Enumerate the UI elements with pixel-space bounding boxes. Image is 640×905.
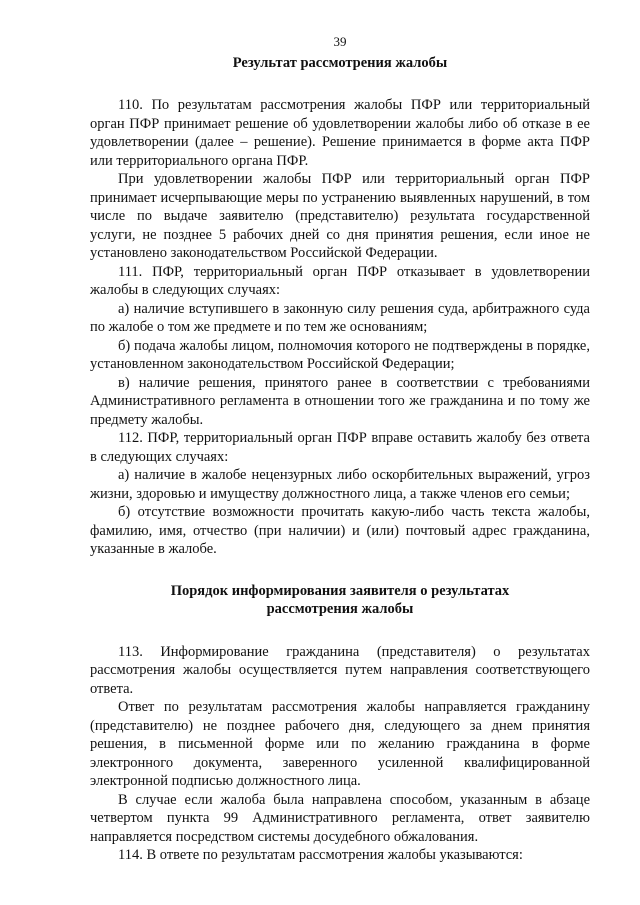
paragraph-112-b: б) отсутствие возможности прочитать какую-либо часть текста жалобы, фамилию, имя, отчество (при наличии) и (или) почтовый адрес гражданина, указанные в жалобе. bbox=[90, 504, 590, 557]
section-title-complaint-result: Результат рассмотрения жалобы bbox=[232, 55, 448, 71]
section-complaint-result bbox=[90, 96, 590, 559]
paragraph-satisfaction: При удовлетворении жалобы ПФР или территориальный орган ПФР принимает исчерпывающие меры по устранению выявленных нарушений, в том числе по выдаче заявителю (представителю) результата государственной услуги, не позднее 5 рабочих дней со дня принятия решения, если иное не установлено законодательством Российской Федерации. bbox=[90, 171, 590, 261]
paragraph-111: 111. ПФР, территориальный орган ПФР отказывает в удовлетворении жалобы в следующих случаях: bbox=[90, 263, 590, 298]
paragraph-111-b: б) подача жалобы лицом, полномочия которого не подтверждены в порядке, установленном законодательством Российской Федерации; bbox=[90, 337, 590, 372]
paragraph-113: 113. Информирование гражданина (представителя) о результатах рассмотрения жалобы осуществляется путем направления соответствующего ответа. bbox=[90, 643, 590, 697]
paragraph-111-a: а) наличие вступившего в законную силу решения суда, арбитражного суда по жалобе о том же предмете и по тем же основаниям; bbox=[90, 300, 590, 335]
page-number: 39 bbox=[333, 34, 347, 49]
paragraph-112-a: а) наличие в жалобе нецензурных либо оскорбительных выражений, угроз жизни, здоровью и имуществу должностного лица, а также членов его семьи; bbox=[90, 467, 590, 502]
section-title-line-1: Порядок информирования заявителя о результатах bbox=[170, 582, 510, 599]
paragraph-110: 110. По результатам рассмотрения жалобы ПФР или территориальный орган ПФР принимает решение об удовлетворении жалобы либо об отказе в ее удовлетворении (далее – решение). Решение принимается в форме акта ПФР или территориального органа ПФР. bbox=[90, 97, 590, 169]
section-title-line-2: рассмотрения жалобы bbox=[266, 600, 414, 617]
section-title-informing bbox=[90, 582, 590, 618]
section-informing bbox=[90, 643, 590, 865]
paragraph-112: 112. ПФР, территориальный орган ПФР вправе оставить жалобу без ответа в следующих случаях: bbox=[90, 430, 590, 465]
paragraph-response-form: Ответ по результатам рассмотрения жалобы направляется гражданину (представителю) не позднее рабочего дня, следующего за днем принятия решения, в письменной форме или по желанию гражданина в форме электронного документа, заверенного усиленной квалифицированной электронной подписью должностного лица. bbox=[90, 699, 590, 789]
paragraph-114: 114. В ответе по результатам рассмотрения жалобы указываются: bbox=[118, 847, 523, 863]
paragraph-response-system: В случае если жалоба была направлена способом, указанным в абзаце четвертом пункта 99 Административного регламента, ответ заявителю направляется посредством системы досудебного обжалования. bbox=[90, 791, 590, 845]
paragraph-111-v: в) наличие решения, принятого ранее в соответствии с требованиями Административного регламента в отношении того же гражданина и по тому же предмету жалобы. bbox=[90, 374, 590, 428]
